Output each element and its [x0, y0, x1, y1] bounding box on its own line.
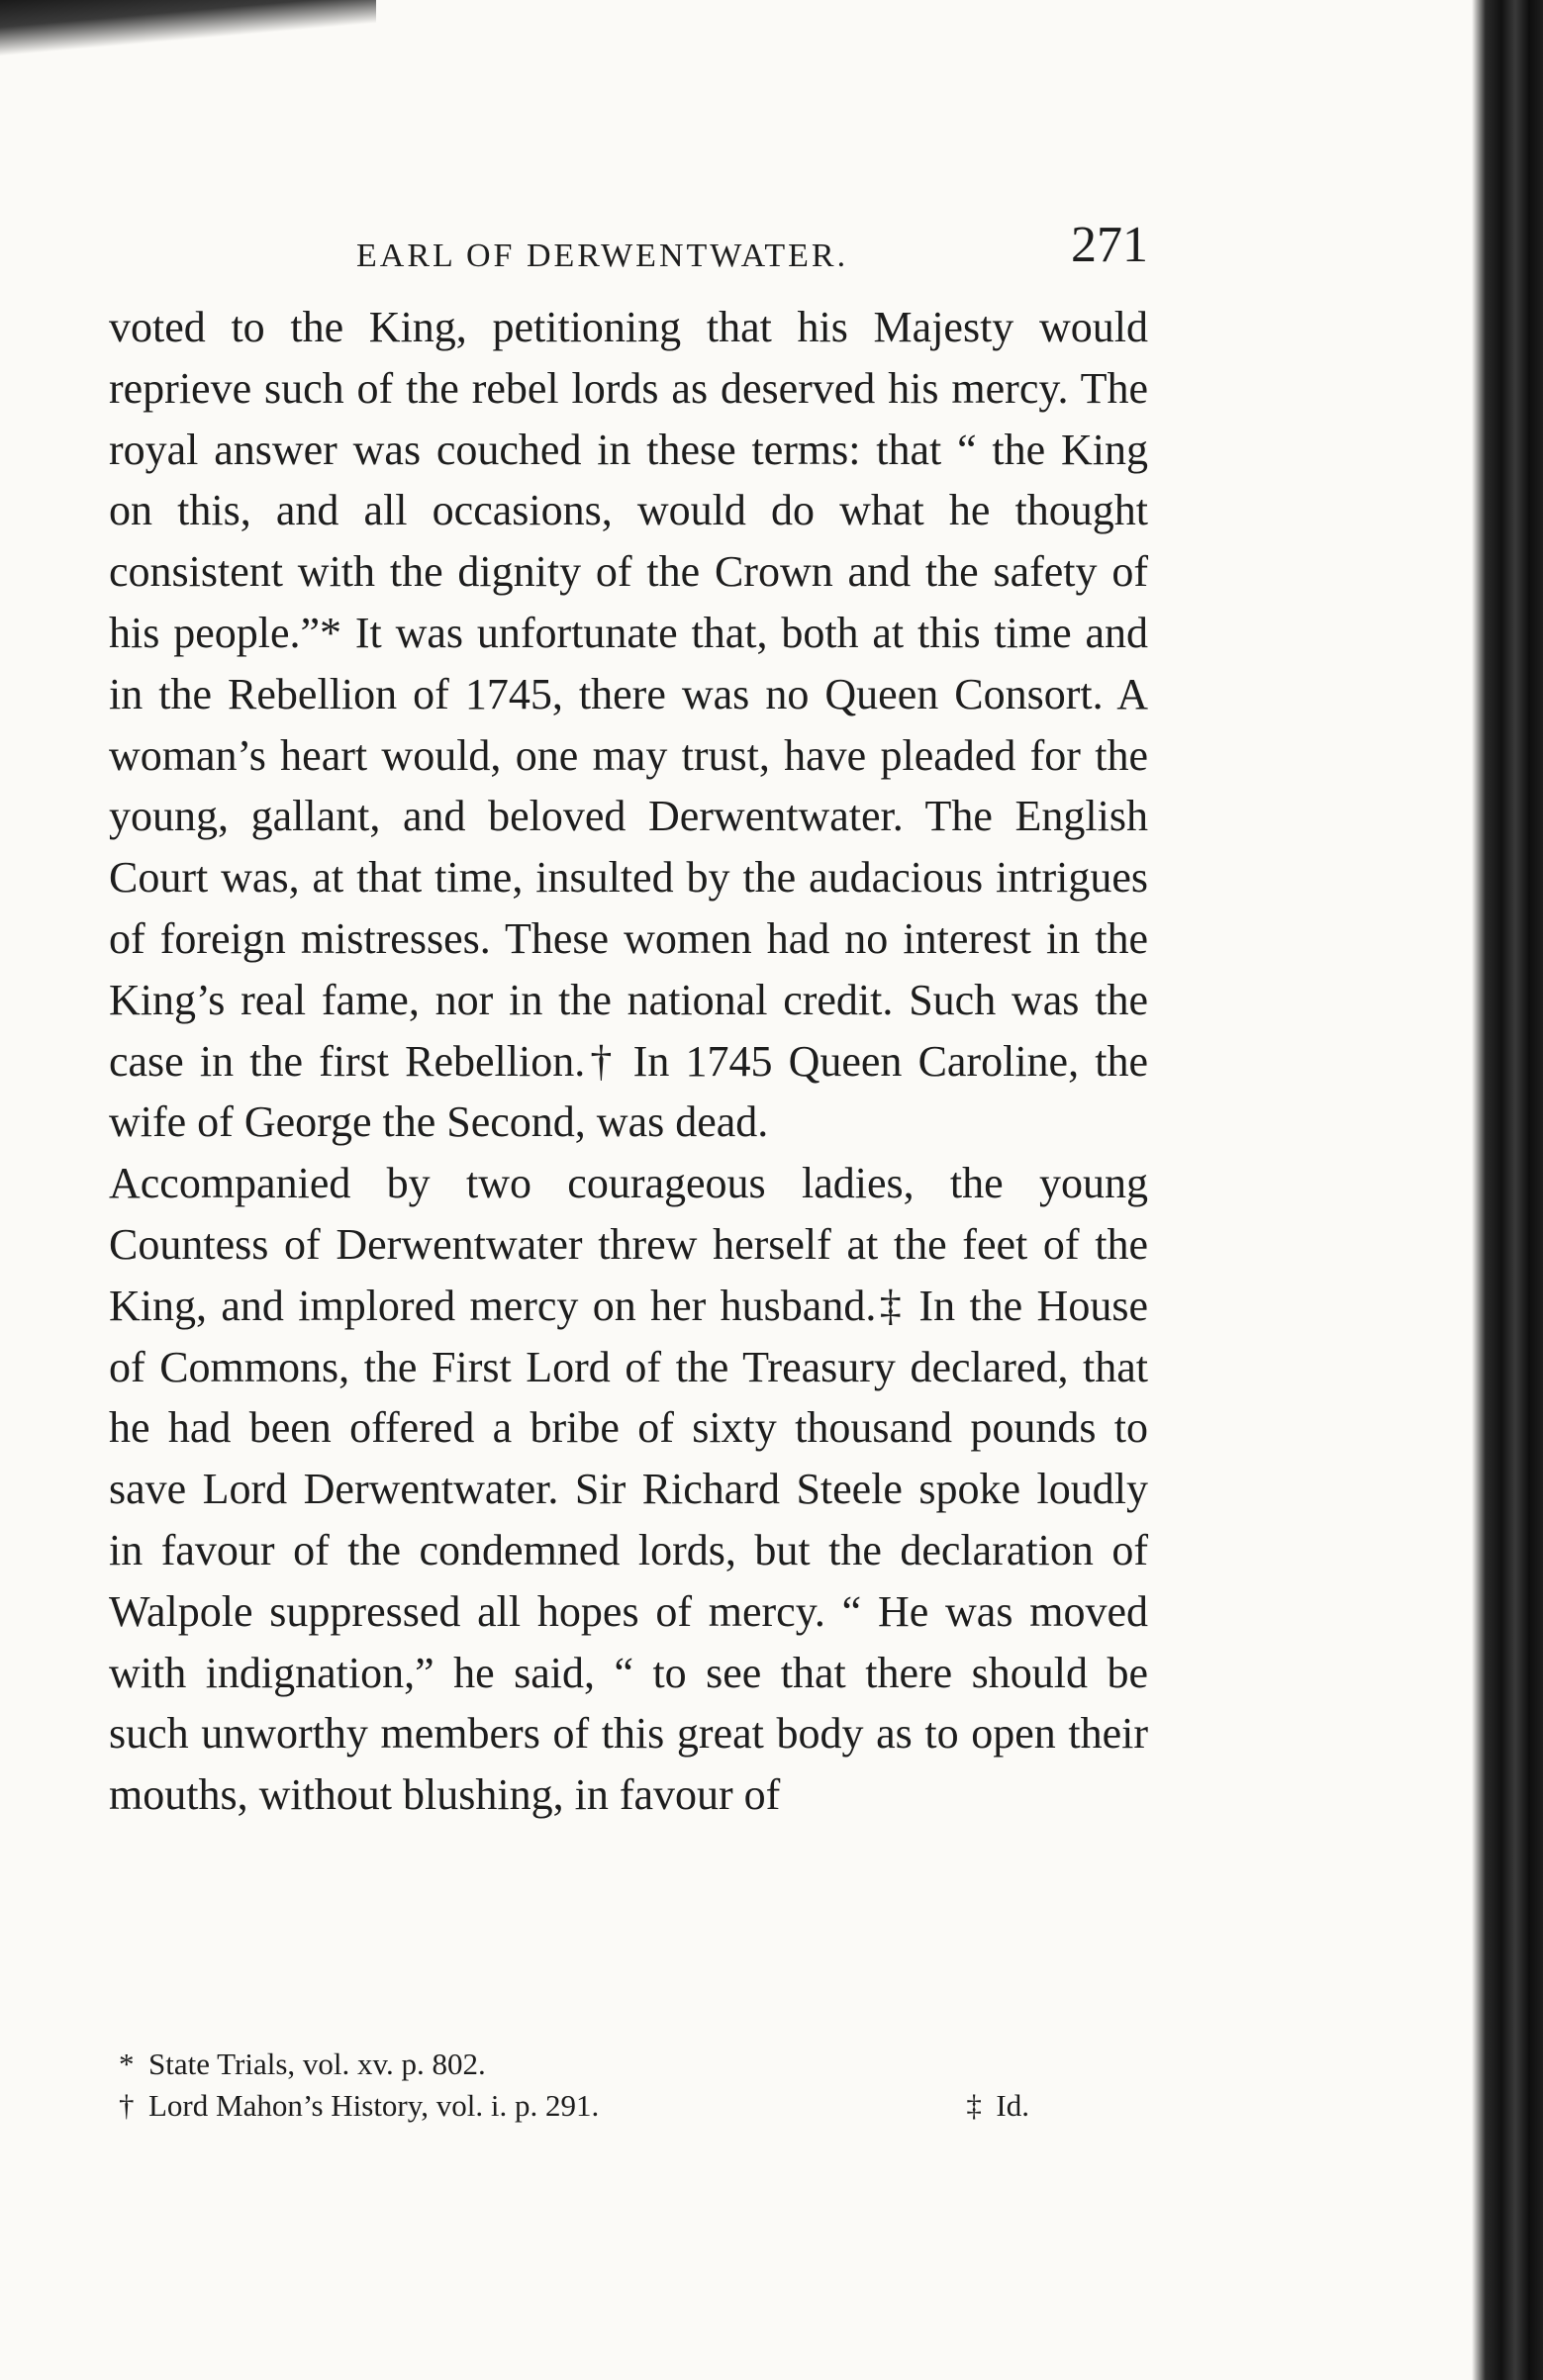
footnote-text-2: Lord Mahon’s History, vol. i. p. 291. — [148, 2088, 600, 2123]
footnote-1 — [119, 2044, 1029, 2085]
running-head — [356, 216, 1148, 285]
footnote-2 — [119, 2085, 1029, 2127]
running-title: EARL OF DERWENTWATER. — [356, 238, 849, 274]
footnote-text-3: Id. — [996, 2088, 1029, 2123]
book-spine-edge — [1472, 0, 1543, 2380]
footnote-mark-1: * — [119, 2047, 135, 2081]
page-number: 271 — [1071, 217, 1148, 273]
footnote-3 — [966, 2085, 1029, 2127]
scan-smudge — [0, 0, 376, 57]
footnotes — [119, 2044, 1029, 2127]
paragraph-2: Accompanied by two courageous ladies, the young Countess of Derwentwater threw herself at the feet of the King, and implored mercy on her husband.‡ In the House of Commons, the First Lord of the Treasury declared, that he had been offered a bribe of sixty thousand pounds to save Lord Derwentwater. Sir Richard Steele spoke loudly in favour of the condemned lords, but the declaration of Walpole suppressed all hopes of mercy. “ He was moved with indignation,” he said, “ to see that there should be such unworthy members of this great body as to open their mouths, without blushing, in favour of — [109, 1159, 1148, 1820]
footnote-mark-3: ‡ — [966, 2088, 982, 2123]
footnote-mark-2: † — [119, 2088, 135, 2123]
paragraph-1: voted to the King, petitioning that his Majesty would reprieve such of the rebel lords as deserved his mercy. The royal answer was couched in these terms: that “ the King on this, and all occasions, would do what he thought consistent with the dignity of the Crown and the safety of his people.”* It was unfortunate that, both at this time and in the Rebellion of 1745, there was no Queen Consort. A woman’s heart would, one may trust, have pleaded for the young, gallant, and beloved Derwentwater. The English Court was, at that time, insulted by the audacious intrigues of foreign mistresses. These women had no interest in the King’s real fame, nor in the national credit. Such was the case in the first Rebellion.† In 1745 Queen Caroline, the wife of George the Second, was dead. — [109, 303, 1148, 1147]
footnote-text-1: State Trials, vol. xv. p. 802. — [148, 2047, 486, 2081]
body-text — [109, 297, 1148, 1826]
